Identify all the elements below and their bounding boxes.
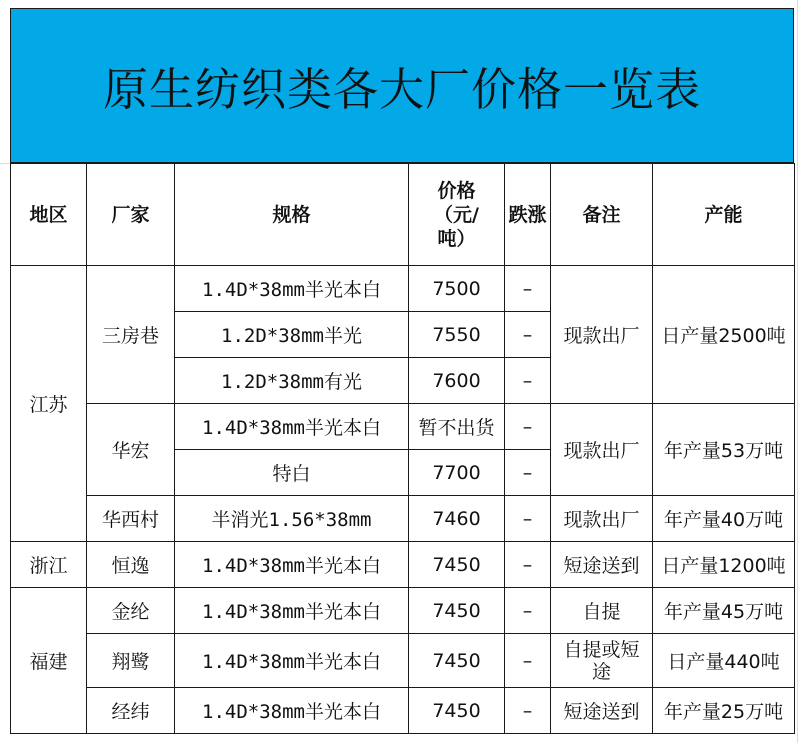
capacity-cell[interactable]: 日产量2500吨	[653, 266, 795, 404]
price-cell[interactable]: 7460	[409, 496, 505, 542]
price-cell[interactable]: 7550	[409, 312, 505, 358]
capacity-cell[interactable]: 年产量53万吨	[653, 404, 795, 496]
capacity-cell[interactable]: 日产量1200吨	[653, 542, 795, 588]
header-spec[interactable]: 规格	[175, 164, 409, 266]
table-row	[11, 496, 795, 542]
capacity-cell[interactable]: 年产量45万吨	[653, 588, 795, 634]
note-cell[interactable]: 现款出厂	[551, 266, 653, 404]
region-cell[interactable]: 浙江	[11, 542, 87, 588]
table-row	[11, 634, 795, 688]
spec-cell[interactable]: 1.2D*38mm有光	[175, 358, 409, 404]
capacity-cell[interactable]: 日产量440吨	[653, 634, 795, 688]
spec-cell[interactable]: 1.4D*38mm半光本白	[175, 266, 409, 312]
price-cell[interactable]: 7450	[409, 588, 505, 634]
change-cell[interactable]: –	[505, 266, 551, 312]
change-cell[interactable]: –	[505, 542, 551, 588]
note-cell[interactable]: 自提	[551, 588, 653, 634]
price-cell[interactable]: 7500	[409, 266, 505, 312]
header-row	[11, 164, 795, 266]
price-cell[interactable]: 7700	[409, 450, 505, 496]
table-row	[11, 266, 795, 312]
table-row	[11, 542, 795, 588]
header-factory[interactable]: 厂家	[87, 164, 175, 266]
price-table	[10, 163, 795, 734]
change-cell[interactable]: –	[505, 358, 551, 404]
header-note[interactable]: 备注	[551, 164, 653, 266]
header-price[interactable]: 价格（元/吨）	[409, 164, 505, 266]
price-cell[interactable]: 7450	[409, 688, 505, 734]
change-cell[interactable]: –	[505, 634, 551, 688]
change-cell[interactable]: –	[505, 450, 551, 496]
spec-cell[interactable]: 特白	[175, 450, 409, 496]
sheet-title: 原生纺织类各大厂价格一览表	[10, 8, 794, 163]
header-change[interactable]: 跌涨	[505, 164, 551, 266]
note-cell[interactable]: 短途送到	[551, 542, 653, 588]
sheet-gridline	[797, 0, 798, 743]
factory-cell[interactable]: 华西村	[87, 496, 175, 542]
spec-cell[interactable]: 1.4D*38mm半光本白	[175, 542, 409, 588]
table-row	[11, 404, 795, 450]
change-cell[interactable]: –	[505, 688, 551, 734]
change-cell[interactable]: –	[505, 312, 551, 358]
spec-cell[interactable]: 1.2D*38mm半光	[175, 312, 409, 358]
spec-cell[interactable]: 1.4D*38mm半光本白	[175, 634, 409, 688]
region-cell[interactable]: 江苏	[11, 266, 87, 542]
note-cell[interactable]: 短途送到	[551, 688, 653, 734]
note-cell[interactable]: 现款出厂	[551, 404, 653, 496]
spec-cell[interactable]: 半消光1.56*38mm	[175, 496, 409, 542]
note-cell[interactable]: 现款出厂	[551, 496, 653, 542]
table-row	[11, 588, 795, 634]
price-cell[interactable]: 7600	[409, 358, 505, 404]
factory-cell[interactable]: 恒逸	[87, 542, 175, 588]
price-cell[interactable]: 7450	[409, 634, 505, 688]
price-cell[interactable]: 7450	[409, 542, 505, 588]
spec-cell[interactable]: 1.4D*38mm半光本白	[175, 588, 409, 634]
capacity-cell[interactable]: 年产量40万吨	[653, 496, 795, 542]
spec-cell[interactable]: 1.4D*38mm半光本白	[175, 688, 409, 734]
change-cell[interactable]: –	[505, 404, 551, 450]
factory-cell[interactable]: 华宏	[87, 404, 175, 496]
factory-cell[interactable]: 经纬	[87, 688, 175, 734]
sheet-gridline	[0, 163, 10, 164]
change-cell[interactable]: –	[505, 496, 551, 542]
note-cell[interactable]: 自提或短途	[551, 634, 653, 688]
region-cell[interactable]: 福建	[11, 588, 87, 734]
header-region[interactable]: 地区	[11, 164, 87, 266]
price-cell[interactable]: 暂不出货	[409, 404, 505, 450]
factory-cell[interactable]: 翔鹭	[87, 634, 175, 688]
spec-cell[interactable]: 1.4D*38mm半光本白	[175, 404, 409, 450]
header-capacity[interactable]: 产能	[653, 164, 795, 266]
capacity-cell[interactable]: 年产量25万吨	[653, 688, 795, 734]
table-row	[11, 688, 795, 734]
change-cell[interactable]: –	[505, 588, 551, 634]
factory-cell[interactable]: 金纶	[87, 588, 175, 634]
factory-cell[interactable]: 三房巷	[87, 266, 175, 404]
